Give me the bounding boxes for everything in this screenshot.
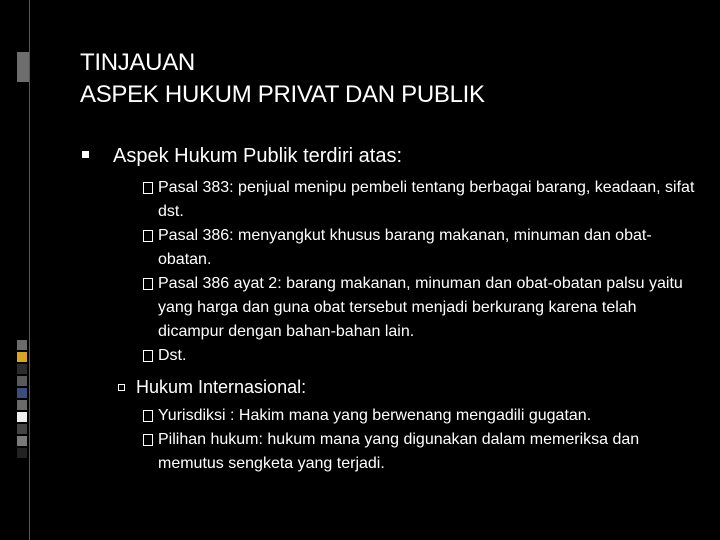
sub-item-text: Yurisdiksi : Hakim mana yang berwenang mengadili gugatan. [158, 407, 592, 424]
sub-item [80, 344, 700, 368]
deco-square [17, 412, 27, 422]
sub-item [80, 428, 700, 476]
sub-item-text: Pasal 386: menyangkut khusus barang makanan, minuman dan obat-obatan. [158, 227, 652, 268]
deco-square [17, 448, 27, 458]
bullet-second-text: Hukum Internasional: [136, 377, 307, 397]
hollow-square-bullet-icon [118, 384, 125, 391]
bullet-second [80, 374, 700, 400]
sub-item-text: Pasal 386 ayat 2: barang makanan, minuman dan obat-obatan palsu yaitu yang harga dan guna obat tersebut menjadi berkurang karena telah dicampur dengan bahan-bahan lain. [158, 275, 683, 340]
square-bullet-icon [82, 151, 89, 158]
sub-item [80, 272, 700, 344]
missing-glyph-icon [143, 410, 153, 422]
deco-square [17, 400, 27, 410]
sub-item-text: Dst. [158, 347, 187, 364]
missing-glyph-icon [143, 350, 153, 362]
decorative-block [17, 52, 29, 82]
title-line-1: TINJAUAN [80, 49, 195, 76]
missing-glyph-icon [143, 230, 153, 242]
sub-item [80, 224, 700, 272]
title-line-2: ASPEK HUKUM PRIVAT DAN PUBLIK [80, 81, 485, 108]
left-divider-line [29, 0, 30, 540]
deco-square [17, 424, 27, 434]
bullet-main-text: Aspek Hukum Publik terdiri atas: [113, 145, 403, 167]
deco-square [17, 364, 27, 374]
slide-title [80, 47, 485, 111]
slide-content [80, 142, 700, 476]
bullet-main [80, 142, 700, 170]
deco-square [17, 436, 27, 446]
sub-item-text: Pasal 383: penjual menipu pembeli tentang berbagai barang, keadaan, sifat dst. [158, 179, 695, 220]
sub-item [80, 404, 700, 428]
missing-glyph-icon [143, 182, 153, 194]
sub-item [80, 176, 700, 224]
deco-square [17, 352, 27, 362]
deco-square [17, 388, 27, 398]
missing-glyph-icon [143, 278, 153, 290]
sub-item-text: Pilihan hukum: hukum mana yang digunakan dalam memeriksa dan memutus sengketa yang terjadi. [158, 431, 640, 472]
missing-glyph-icon [143, 434, 153, 446]
deco-square [17, 340, 27, 350]
deco-square [17, 376, 27, 386]
